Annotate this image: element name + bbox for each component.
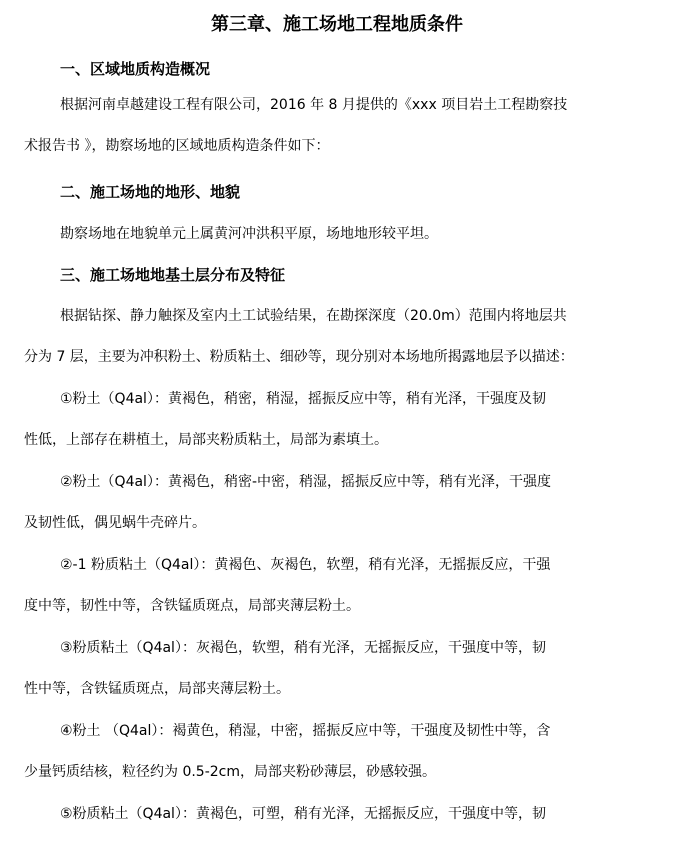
paragraph-line: ②粉土（Q4al）：黄褐色，稍密-中密，稍湿，摇振反应中等，稍有光泽，干强度 xyxy=(60,474,551,490)
paragraph-line: 性中等，含铁锰质斑点，局部夹薄层粉土。 xyxy=(24,681,290,697)
paragraph-line: 根据钻探、静力触探及室内土工试验结果，在勘探深度（20.0m）范围内将地层共 xyxy=(60,308,567,324)
paragraph-2 xyxy=(24,214,636,255)
paragraph-line: 勘察场地在地貌单元上属黄河冲洪积平原，场地地形较平坦。 xyxy=(60,226,438,242)
paragraph-line: 及韧性低，偶见蜗牛壳碎片。 xyxy=(24,515,206,531)
paragraph-line: ②-1 粉质粘土（Q4al）：黄褐色、灰褐色，软塑，稍有光泽，无摇振反应，干强 xyxy=(60,557,551,573)
paragraph-1 xyxy=(24,85,636,167)
paragraph-line: 度中等，韧性中等，含铁锰质斑点，局部夹薄层粉土。 xyxy=(24,598,360,614)
paragraph-line: 少量钙质结核，粒径约为 0.5-2cm，局部夹粉砂薄层，砂感较强。 xyxy=(24,764,437,780)
section-heading-2: 二、施工场地的地形、地貌 xyxy=(60,183,241,201)
paragraph-line: ①粉土（Q4al）：黄褐色，稍密，稍湿，摇振反应中等，稍有光泽，干强度及韧 xyxy=(60,391,546,407)
section-heading-1: 一、区域地质构造概况 xyxy=(60,60,211,78)
chapter-title: 第三章、施工场地工程地质条件 xyxy=(211,14,463,35)
paragraph-5 xyxy=(24,462,636,544)
paragraph-3 xyxy=(24,296,636,378)
paragraph-4 xyxy=(24,379,636,461)
paragraph-9 xyxy=(24,794,636,835)
paragraph-line: 性低，上部存在耕植土，局部夹粉质粘土，局部为素填土。 xyxy=(24,432,388,448)
paragraph-6 xyxy=(24,545,636,627)
paragraph-line: ④粉土 （Q4al）：褐黄色，稍湿，中密，摇振反应中等，干强度及韧性中等，含 xyxy=(60,723,551,739)
section-heading-3: 三、施工场地地基土层分布及特征 xyxy=(60,266,286,284)
paragraph-line: 分为 7 层，主要为冲积粉土、粉质粘土、细砂等，现分别对本场地所揭露地层予以描述： xyxy=(24,349,574,365)
paragraph-line: 术报告书 》，勘察场地的区域地质构造条件如下： xyxy=(24,138,330,154)
paragraph-line: 根据河南卓越建设工程有限公司，2016 年 8 月提供的《xxx 项目岩土工程勘察技 xyxy=(60,97,568,113)
paragraph-line: ⑤粉质粘土（Q4al）：黄褐色，可塑，稍有光泽，无摇振反应，干强度中等，韧 xyxy=(60,806,546,822)
paragraph-8 xyxy=(24,711,636,793)
paragraph-7 xyxy=(24,628,636,710)
paragraph-line: ③粉质粘土（Q4al）：灰褐色，软塑，稍有光泽，无摇振反应，干强度中等，韧 xyxy=(60,640,546,656)
